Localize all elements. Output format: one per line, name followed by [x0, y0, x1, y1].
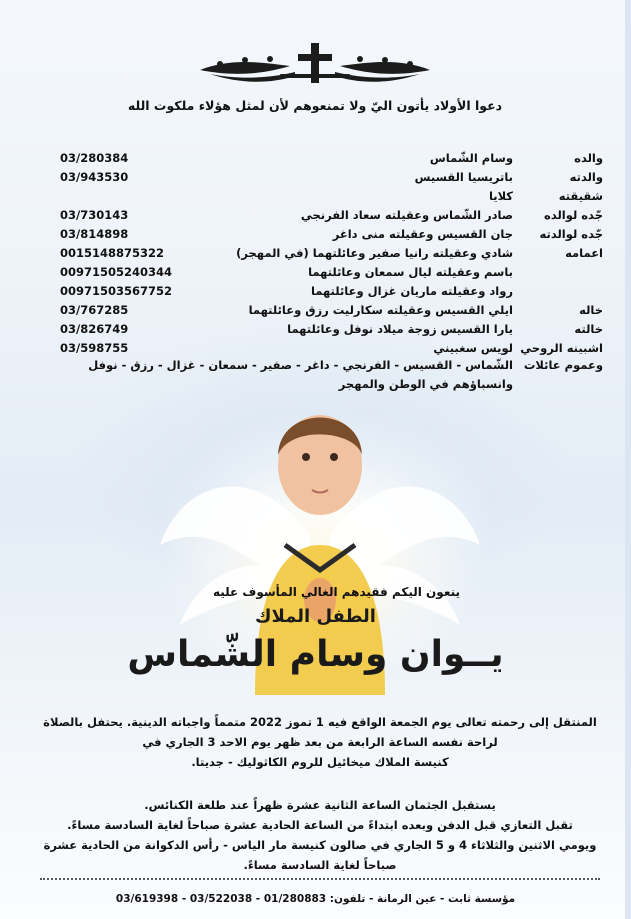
relative-phone: 03/814898 — [60, 227, 129, 241]
extended-family-line: وانسباؤهم في الوطن والمهجر — [338, 377, 513, 391]
relative-name: جان القسيس وعقيلته منى داغر — [332, 227, 513, 241]
bible-verse: دعوا الأولاد يأتون اليّ ولا تمنعوهم لأن لمثل هؤلاء ملكوت الله — [127, 98, 503, 113]
extended-family — [43, 356, 513, 394]
relative-phone: 03/943530 — [60, 170, 129, 184]
relation-label: اشبينه الروحي — [520, 341, 603, 355]
relative-name: رواد وعقيلته ماريان غزال وعائلتهما — [310, 284, 513, 298]
condolence-notice — [40, 815, 600, 875]
relative-phone: 03/730143 — [60, 208, 129, 222]
announcement: ينعون اليكم فقيدهم الغالي المأسوف عليه — [212, 585, 460, 599]
relation-label: والدته — [569, 170, 603, 184]
relative-phone: 03/767285 — [60, 303, 129, 317]
notice-line: كنيسة الملاك ميخائيل للروم الكاثوليك - جديتا. — [191, 755, 449, 769]
relative-phone: 03/826749 — [60, 322, 129, 336]
divider — [40, 878, 600, 880]
relative-name: وسام الشّماس — [429, 151, 513, 165]
notice-line: المنتقل إلى رحمته تعالى يوم الجمعة الواقع فيه 1 تموز 2022 متمماً واجباته الدينية. يحتفل بالصلاة — [43, 715, 597, 729]
relation-label: جّده لوالدته — [539, 227, 603, 241]
relative-name: ايلي القسيس وعقيلته سكارليت رزق وعائلتهما — [248, 303, 513, 317]
relation-label: جّده لوالده — [544, 208, 603, 222]
relation-label: وعموم عائلات — [523, 358, 603, 372]
death-notice — [40, 712, 600, 772]
angel-title: الطفل الملاك — [255, 606, 376, 627]
extended-family-line: الشّماس - القسيس - الفرنجي - داغر - صفير - سمعان - غزال - رزق - نوفل — [88, 358, 513, 372]
relative-name: صادر الشّماس وعقيلته سعاد الفرنجي — [300, 208, 513, 222]
relation-label: والده — [574, 151, 603, 165]
relative-name: شادي وعقيلته رانيا صفير وعائلتهما (في المهجر) — [236, 246, 513, 260]
relation-label: خالته — [574, 322, 603, 336]
relative-name: يارا القسيس زوجة ميلاد نوفل وعائلتهما — [287, 322, 513, 336]
relative-name: باتريسيا القسيس — [414, 170, 513, 184]
relation-label: خاله — [579, 303, 603, 317]
relative-phone: 0015148875322 — [60, 246, 165, 260]
relative-name: كلايا — [488, 189, 513, 203]
relation-label: شقيقته — [558, 189, 603, 203]
cross-ornament-icon — [190, 40, 440, 90]
relative-name: لويس سغبيني — [433, 341, 513, 355]
notice-line: لراحة نفسه الساعة الرابعة من بعد ظهر يوم الاحد 3 الجاري في — [142, 735, 498, 749]
deceased-name: يــوان وسام الشّماس — [127, 634, 504, 675]
relative-phone: 03/598755 — [60, 341, 129, 355]
notice-line: تقبل التعازي قبل الدفن وبعده ابتداءً من الساعة الحادية عشرة صباحاً لغاية السادسة مساءً. — [67, 818, 573, 832]
relative-phone: 00971503567752 — [60, 284, 173, 298]
relative-name: باسم وعقيلته ليال سمعان وعائلتهما — [308, 265, 513, 279]
funeral-home-footer: مؤسسة ثابت - عين الرمانة - تلفون: 01/280883 - 03/522038 - 03/619398 — [115, 893, 516, 905]
relative-phone: 00971505240344 — [60, 265, 173, 279]
receive-notice: يستقبل الجثمان الساعة الثانية عشرة ظهراً عند طلعة الكنائس. — [144, 798, 496, 812]
relative-phone: 03/280384 — [60, 151, 129, 165]
notice-line: ويومي الاثنين والثلاثاء 4 و 5 الجاري في صالون كنيسة مار الياس - رأس الدكوانة من الحادية عشرة — [43, 838, 597, 852]
relation-label: اعمامه — [565, 246, 603, 260]
notice-line: صباحاً لغاية السادسة مساءً. — [243, 858, 397, 872]
